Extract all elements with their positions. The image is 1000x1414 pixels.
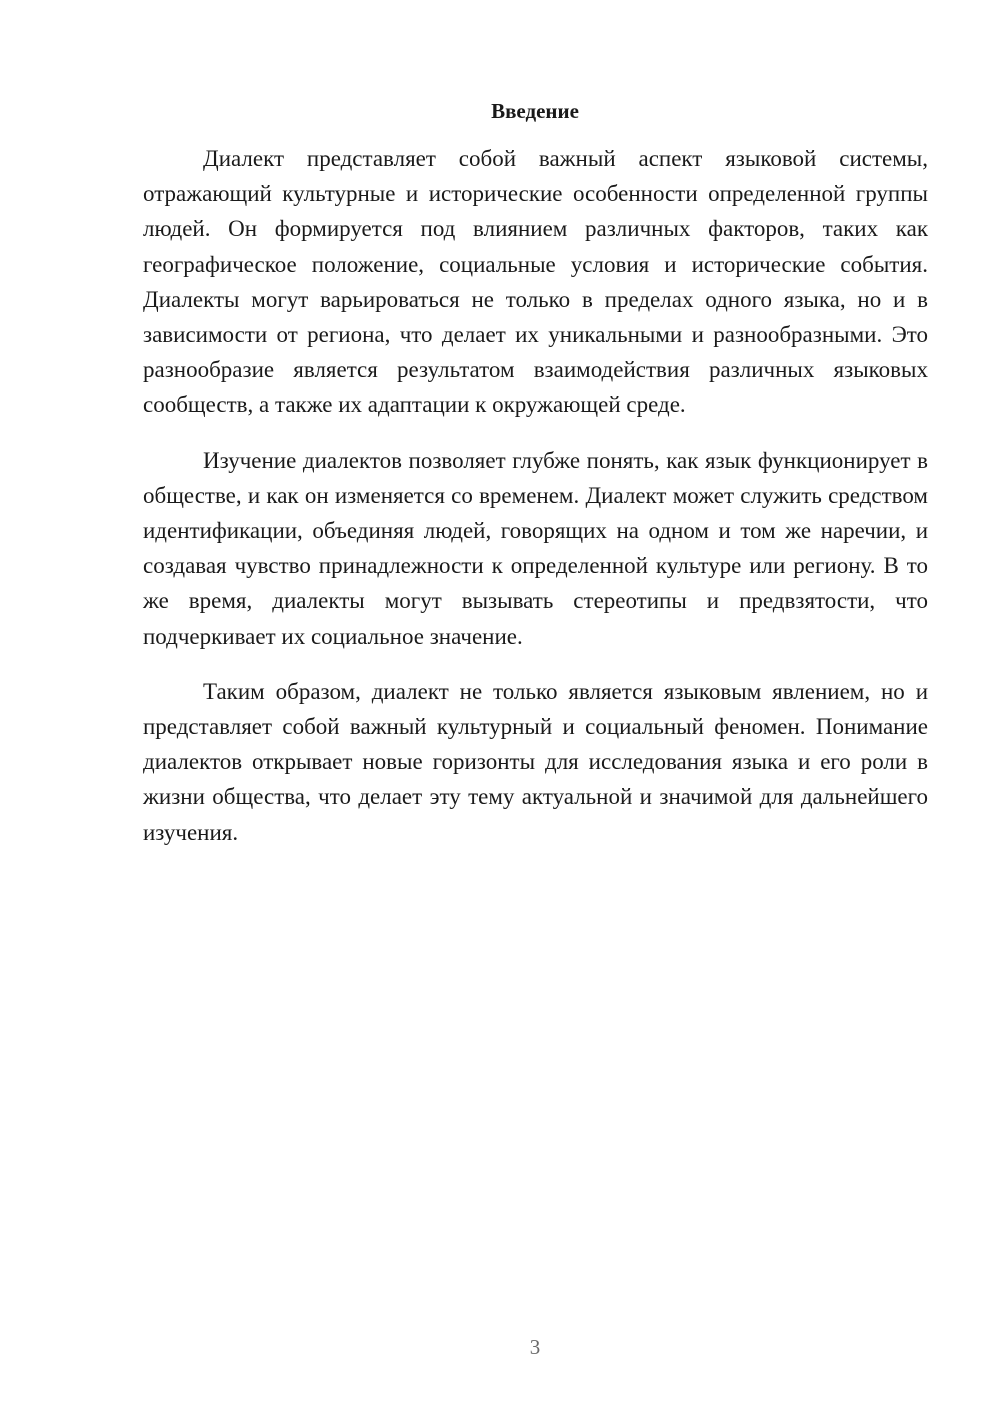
page-number: 3 xyxy=(529,1335,541,1359)
paragraph-1: Диалект представляет собой важный аспект языковой системы, отражающий культурные и исторические особенности определенной группы людей. Он формируется под влиянием различных факторов, таких как географическое положение, социальные условия и исторические события. Диалекты могут варьироваться не только в пределах одного языка, но и в зависимости от региона, что делает их уникальными и разнообразными. Это разнообразие является результатом взаимодействия различных языковых сообществ, а также их адаптации к окружающей среде. xyxy=(143,146,928,418)
page-title: Введение xyxy=(491,99,579,123)
paragraph-2: Изучение диалектов позволяет глубже понять, как язык функционирует в обществе, и как он изменяется со временем. Диалект может служить средством идентификации, объединяя людей, говорящих на одном и том же наречии, и создавая чувство принадлежности к определенной культуре или региону. В то же время, диалекты могут вызывать стереотипы и предвзятости, что подчеркивает их социальное значение. xyxy=(143,447,928,649)
body-text xyxy=(143,141,928,870)
paragraph-3: Таким образом, диалект не только является языковым явлением, но и представляет собой важный культурный и социальный феномен. Понимание диалектов открывает новые горизонты для исследования языка и его роли в жизни общества, что делает эту тему актуальной и значимой для дальнейшего изучения. xyxy=(143,678,928,845)
